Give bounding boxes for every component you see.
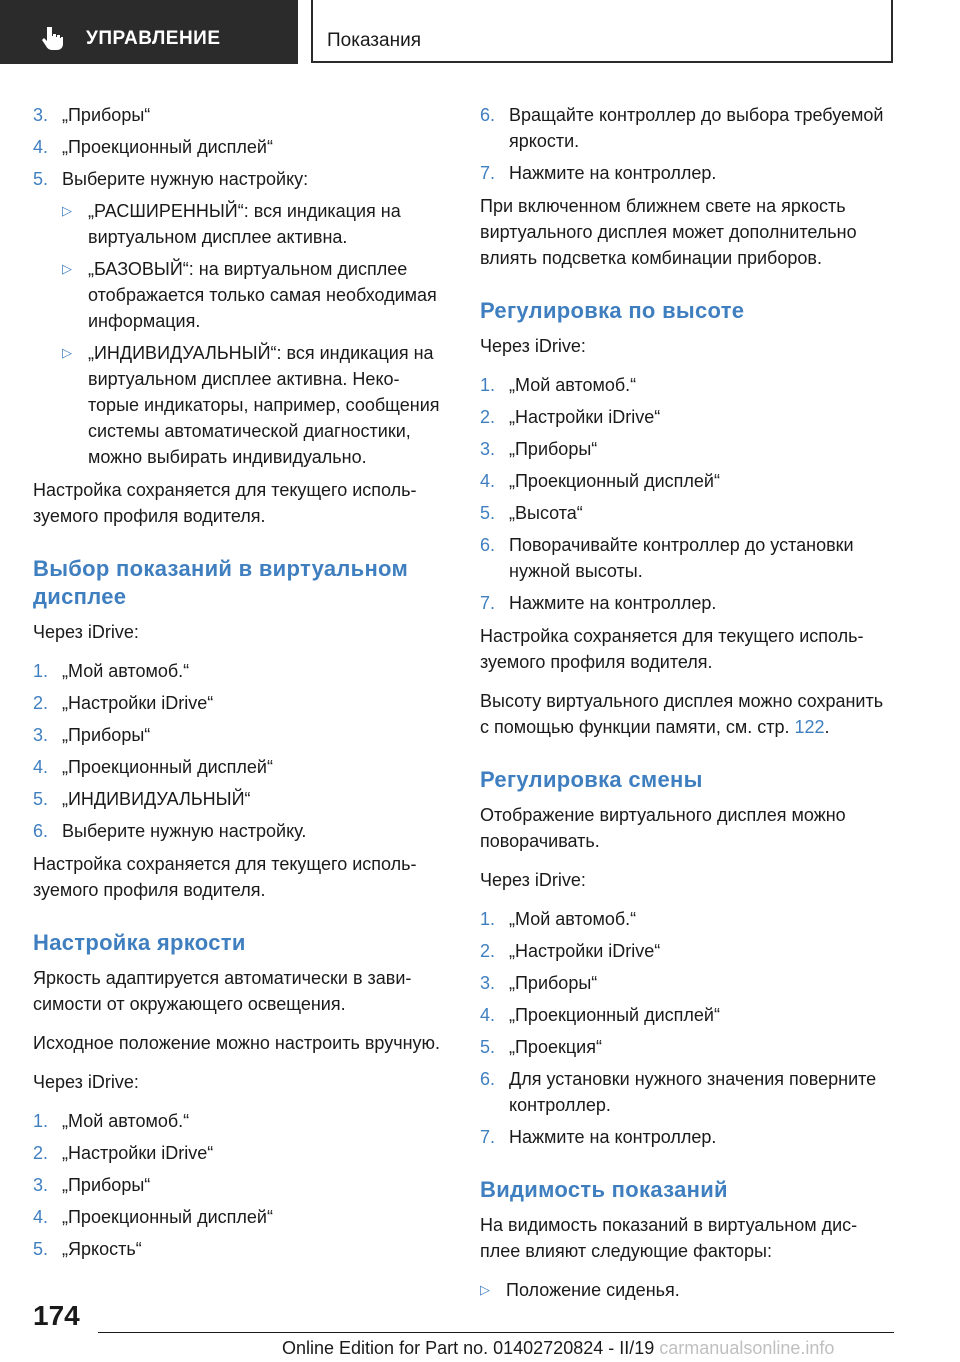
list-item xyxy=(480,468,890,494)
list-item xyxy=(33,1236,443,1262)
section-tab xyxy=(0,0,298,64)
step-number: 4. xyxy=(480,1005,496,1025)
list-item xyxy=(33,722,443,748)
paragraph: Исходное положение можно настроить вручную. xyxy=(33,1033,441,1053)
step-text: „Приборы“ xyxy=(62,725,151,745)
list-item xyxy=(480,906,890,932)
step-number: 3. xyxy=(33,105,49,125)
section-heading: Выбор показаний в виртуальном дисплее xyxy=(33,556,409,609)
page-title-tab xyxy=(311,0,893,63)
list-item xyxy=(33,198,443,250)
step-number: 1. xyxy=(33,1111,49,1131)
step-text: „Высота“ xyxy=(509,503,583,523)
step-number: 1. xyxy=(480,375,496,395)
step-text: „Настройки iDrive“ xyxy=(509,407,661,427)
bullet-text: „РАСШИРЕННЫЙ“: вся индикация на виртуальном дисплее активна. xyxy=(88,201,401,247)
step-number: 1. xyxy=(480,909,496,929)
step-number: 4. xyxy=(33,137,49,157)
step-number: 6. xyxy=(33,821,49,841)
step-list xyxy=(33,658,443,844)
list-item xyxy=(33,1172,443,1198)
step-text: „Приборы“ xyxy=(509,439,598,459)
step-list xyxy=(480,102,890,186)
bullet-text: „БАЗОВЫЙ“: на виртуальном дисплее отображается только самая необходимая информация. xyxy=(88,259,437,331)
step-text: „Приборы“ xyxy=(62,1175,151,1195)
step-text: „Проекционный дисплей“ xyxy=(509,471,720,491)
paragraph: При включенном ближнем свете на яркость виртуального дисплея может дополнительно влиять подсветка комбинации приборов. xyxy=(480,196,857,268)
step-list xyxy=(480,906,890,1150)
right-column xyxy=(480,102,890,1309)
step-number: 4. xyxy=(480,471,496,491)
list-item xyxy=(33,690,443,716)
list-item xyxy=(480,590,890,616)
paragraph: На видимость показаний в виртуальном дисплее влияют следующие факторы: xyxy=(480,1215,858,1261)
step-number: 3. xyxy=(480,973,496,993)
step-number: 2. xyxy=(480,407,496,427)
step-text: „Мой автомоб.“ xyxy=(62,661,190,681)
list-item xyxy=(480,500,890,526)
list-item xyxy=(33,1108,443,1134)
step-text: „Проекционный дисплей“ xyxy=(62,1207,273,1227)
section-heading: Настройка яркости xyxy=(33,930,246,955)
paragraph: Яркость адаптируется автоматически в зависимости от окружающего освещения. xyxy=(33,968,412,1014)
page-reference-link[interactable]: 122 xyxy=(794,717,825,737)
list-item xyxy=(480,160,890,186)
page-footer xyxy=(0,1290,960,1362)
step-list xyxy=(33,1108,443,1262)
step-number: 4. xyxy=(33,757,49,777)
step-text: „Приборы“ xyxy=(62,105,151,125)
paragraph: Настройка сохраняется для текущего используемого профиля водителя. xyxy=(480,626,864,672)
paragraph-text: Высоту виртуального дисплея можно сохранить с помощью функции памяти, см. стр. xyxy=(480,691,884,737)
step-number: 5. xyxy=(33,169,49,189)
list-item xyxy=(33,818,443,844)
list-item xyxy=(480,970,890,996)
step-text: „Мой автомоб.“ xyxy=(62,1111,190,1131)
step-text: Нажмите на контроллер. xyxy=(509,1127,717,1147)
step-number: 3. xyxy=(33,1175,49,1195)
list-item xyxy=(480,1124,890,1150)
list-item xyxy=(33,658,443,684)
step-text: „Настройки iDrive“ xyxy=(62,693,214,713)
list-item xyxy=(33,102,443,128)
paragraph-with-reference xyxy=(480,688,890,740)
section-heading: Регулировка смены xyxy=(480,767,703,792)
step-text: Для установки нужного значения поверните контроллер. xyxy=(509,1069,877,1115)
hand-pointer-icon xyxy=(40,25,66,51)
step-text: „Проекционный дисплей“ xyxy=(62,137,273,157)
step-text: Вращайте контроллер до выбора требуемой яркости. xyxy=(509,105,884,151)
step-text: Нажмите на контроллер. xyxy=(509,593,717,613)
edition-note xyxy=(282,1338,834,1359)
paragraph: Настройка сохраняется для текущего используемого профиля водителя. xyxy=(33,854,417,900)
list-item xyxy=(33,134,443,160)
list-item xyxy=(33,256,443,334)
step-number: 6. xyxy=(480,1069,496,1089)
triangle-right-icon: ▷ xyxy=(62,203,72,218)
paragraph: Через iDrive: xyxy=(33,1072,139,1092)
section-heading: Видимость показаний xyxy=(480,1177,728,1202)
list-item xyxy=(480,404,890,430)
step-number: 2. xyxy=(480,941,496,961)
paragraph: Через iDrive: xyxy=(480,870,586,890)
list-item xyxy=(480,102,890,154)
step-text: „ИНДИВИДУАЛЬНЫЙ“ xyxy=(62,789,251,809)
section-label: УПРАВЛЕНИЕ xyxy=(86,28,221,49)
list-item xyxy=(33,1204,443,1230)
triangle-right-icon: ▷ xyxy=(480,1282,490,1297)
list-item xyxy=(33,1140,443,1166)
step-number: 7. xyxy=(480,1127,496,1147)
list-item xyxy=(33,340,443,470)
step-number: 1. xyxy=(33,661,49,681)
list-item xyxy=(33,166,443,192)
step-text: „Яркость“ xyxy=(62,1239,142,1259)
list-item xyxy=(480,436,890,462)
step-list xyxy=(480,372,890,616)
triangle-right-icon: ▷ xyxy=(62,345,72,360)
step-text: „Приборы“ xyxy=(509,973,598,993)
step-text: „Мой автомоб.“ xyxy=(509,909,637,929)
step-text: „Проекция“ xyxy=(509,1037,602,1057)
step-number: 4. xyxy=(33,1207,49,1227)
paragraph: Отображение виртуального дисплея можно поворачивать. xyxy=(480,805,846,851)
list-item xyxy=(480,372,890,398)
step-number: 2. xyxy=(33,693,49,713)
step-number: 6. xyxy=(480,535,496,555)
step-text: „Проекционный дисплей“ xyxy=(509,1005,720,1025)
step-text: „Настройки iDrive“ xyxy=(509,941,661,961)
page-number: 174 xyxy=(33,1300,80,1331)
watermark: carmanualsonline.info xyxy=(659,1338,835,1358)
list-item xyxy=(480,532,890,584)
list-item xyxy=(33,754,443,780)
step-text: „Мой автомоб.“ xyxy=(509,375,637,395)
edition-text: Online Edition for Part no. 01402720824 - II/19 xyxy=(282,1338,655,1358)
step-text: Выберите нужную настройку: xyxy=(62,169,309,189)
step-number: 2. xyxy=(33,1143,49,1163)
paragraph: Через iDrive: xyxy=(480,336,586,356)
list-item xyxy=(480,1034,890,1060)
list-item xyxy=(33,786,443,812)
step-number: 7. xyxy=(480,163,496,183)
step-list xyxy=(33,102,443,192)
step-number: 6. xyxy=(480,105,496,125)
paragraph: Настройка сохраняется для текущего используемого профиля водителя. xyxy=(33,480,417,526)
footer-divider xyxy=(98,1332,894,1333)
step-text: Поворачивайте контроллер до установки нужной высоты. xyxy=(509,535,854,581)
page-header xyxy=(0,0,960,66)
paragraph-end: . xyxy=(824,717,830,737)
option-list xyxy=(33,198,443,470)
step-number: 5. xyxy=(480,1037,496,1057)
step-text: „Настройки iDrive“ xyxy=(62,1143,214,1163)
step-number: 5. xyxy=(33,789,49,809)
step-number: 3. xyxy=(480,439,496,459)
triangle-right-icon: ▷ xyxy=(62,261,72,276)
list-item xyxy=(480,1002,890,1028)
step-number: 7. xyxy=(480,593,496,613)
bullet-text: Положение сиденья. xyxy=(506,1280,680,1300)
step-text: „Проекционный дисплей“ xyxy=(62,757,273,777)
step-text: Нажмите на контроллер. xyxy=(509,163,717,183)
left-column xyxy=(33,102,443,1268)
list-item xyxy=(480,1066,890,1118)
step-number: 5. xyxy=(480,503,496,523)
section-heading: Регулировка по высоте xyxy=(480,298,745,323)
step-number: 3. xyxy=(33,725,49,745)
list-item xyxy=(480,938,890,964)
bullet-text: „ИНДИВИДУАЛЬНЫЙ“: вся индикация на виртуальном дисплее активна. Некоторые индикаторы, например, сообщения системы автоматической диагностики, можно выбирать индивидуально. xyxy=(88,343,440,467)
step-text: Выберите нужную настройку. xyxy=(62,821,307,841)
page-title: Показания xyxy=(327,30,421,51)
step-number: 5. xyxy=(33,1239,49,1259)
paragraph: Через iDrive: xyxy=(33,622,139,642)
